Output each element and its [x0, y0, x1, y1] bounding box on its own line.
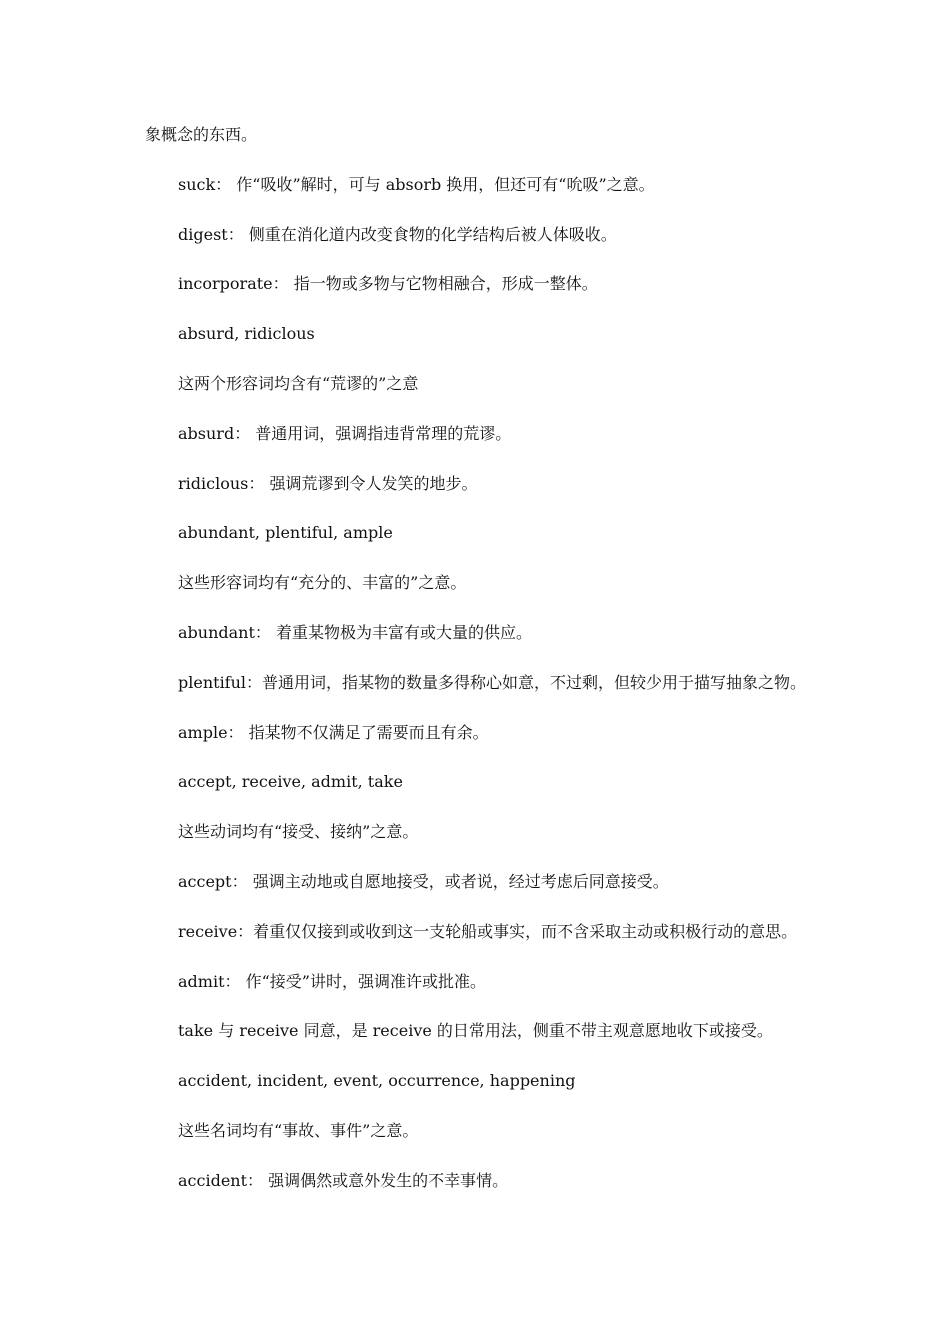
text-line: 这些形容词均有“充分的、丰富的”之意。: [178, 573, 467, 593]
text-line: accident： 强调偶然或意外发生的不幸事情。: [178, 1170, 509, 1190]
text-line: accident, incident, event, occurrence, happening: [178, 1071, 576, 1091]
text-line: 这些动词均有“接受、接纳”之意。: [178, 822, 419, 842]
text-line: ridiclous： 强调荒谬到令人发笑的地步。: [178, 473, 478, 493]
text-line: ample： 指某物不仅满足了需要而且有余。: [178, 722, 489, 742]
text-line: absurd, ridiclous: [178, 324, 315, 344]
text-line: absurd： 普通用词，强调指违背常理的荒谬。: [178, 423, 512, 443]
text-line: 这些名词均有“事故、事件”之意。: [178, 1120, 419, 1140]
text-line: plentiful：普通用词，指某物的数量多得称心如意，不过剩，但较少用于描写抽象之物。: [178, 672, 807, 692]
text-line: suck： 作“吸收”解时，可与 absorb 换用，但还可有“吮吸”之意。: [178, 174, 655, 194]
text-line: abundant： 着重某物极为丰富有或大量的供应。: [178, 622, 532, 642]
text-line: accept： 强调主动地或自愿地接受，或者说，经过考虑后同意接受。: [178, 871, 669, 891]
text-line: incorporate： 指一物或多物与它物相融合，形成一整体。: [178, 274, 598, 294]
text-line: 象概念的东西。: [145, 125, 258, 144]
text-line: digest： 侧重在消化道内改变食物的化学结构后被人体吸收。: [178, 224, 617, 244]
text-line: 这两个形容词均含有“荒谬的”之意: [178, 373, 419, 393]
text-line: admit： 作“接受”讲时，强调准许或批准。: [178, 971, 486, 991]
text-line: take 与 receive 同意，是 receive 的日常用法，侧重不带主观意愿地收下或接受。: [178, 1021, 773, 1041]
text-line: receive：着重仅仅接到或收到这一支轮船或事实，而不含采取主动或积极行动的意思。: [178, 921, 798, 941]
text-line: abundant, plentiful, ample: [178, 523, 393, 543]
document-body: [0, 122, 950, 1218]
text-line: accept, receive, admit, take: [178, 772, 403, 792]
